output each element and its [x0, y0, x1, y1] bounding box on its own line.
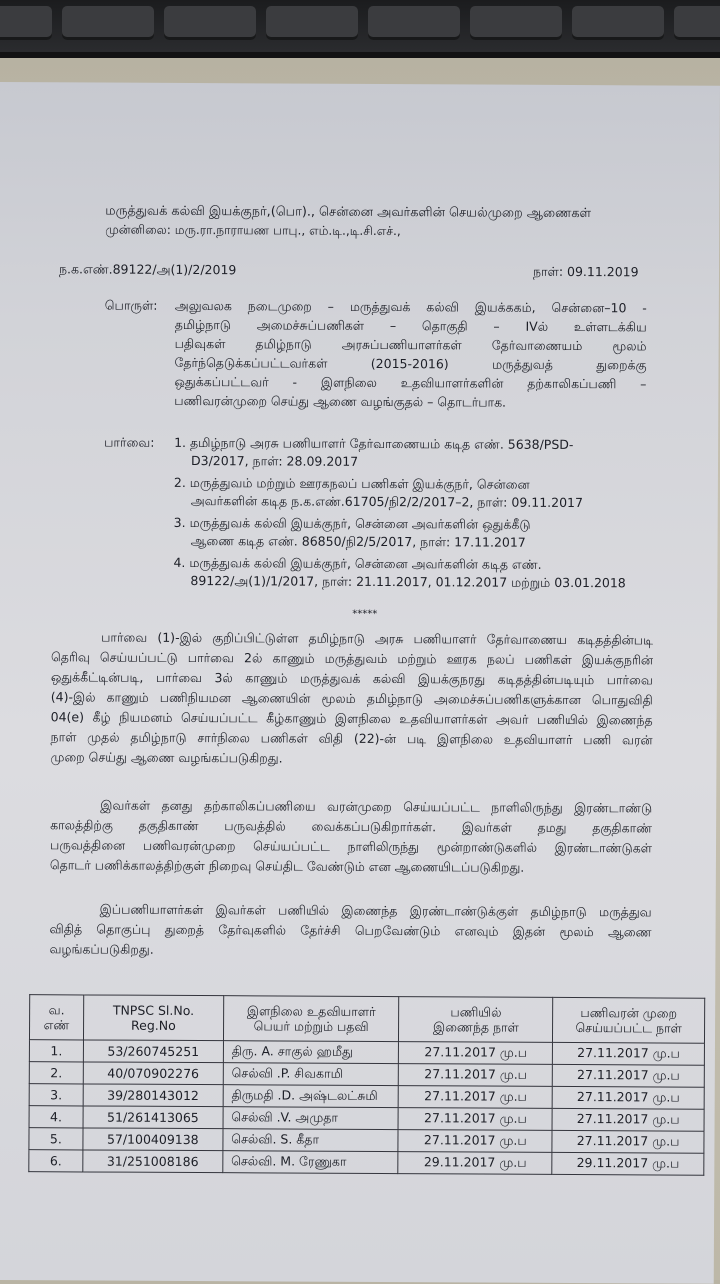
- column-header-reg-no: TNPSC Sl.No. Reg.No: [83, 995, 223, 1041]
- reference-item-1: 1. தமிழ்நாடு அரசு பணியாளர் தேர்வாணையம் கடித எண். 5638/PSD-: [174, 434, 574, 453]
- paragraph-line: (4)-இல் காணும் பணிநியமன ஆணையின் மூலம் தமிழ்நாடு அமைச்சுப்பணிகளுக்கான பொதுவிதி: [50, 689, 653, 708]
- name-cell: செல்வி .V. அமுதா: [223, 1107, 399, 1130]
- section-separator: *****: [352, 608, 378, 620]
- table-row: [29, 1150, 704, 1176]
- paragraph-line: பார்வை (1)-இல் குறிப்பிட்டுள்ள தமிழ்நாடு அரசு பணியாளர் தேர்வாணைய கடிதத்தின்படி: [101, 629, 654, 648]
- keyboard-background: [0, 0, 720, 58]
- paragraph-line: விதித் தொகுப்பு துறைத் தேர்வுகளில் தேர்ச்சி பெறவேண்டும் எனவும் இதன் மூலம் ஆணை: [49, 921, 652, 940]
- reference-item-3-cont: ஆணை கடித எண். 86850/நி2/5/2017, நாள்: 17.11.2017: [190, 533, 526, 550]
- reference-number: ந.க.எண்.89122/அ(1)/2/2019: [58, 261, 237, 278]
- regularisation-date-cell: 27.11.2017 மு.ப: [552, 1130, 704, 1153]
- serial-cell: 6.: [29, 1150, 83, 1172]
- paragraph-line: இவர்கள் தனது தற்காலிகப்பணியை வரன்முறை செய்யப்பட்ட நாளிலிருந்து இரண்டாண்டு: [100, 797, 653, 816]
- regularisation-date-cell: 27.11.2017 மு.ப: [552, 1108, 704, 1131]
- serial-cell: 2.: [29, 1062, 83, 1084]
- serial-cell: 4.: [29, 1106, 83, 1128]
- document-page: [0, 82, 720, 1284]
- keyboard-key: [0, 6, 52, 40]
- paragraph-line: ஒதுக்கீட்டின்படி, பார்வை 3ல் காணும் மருத்துவக் கல்வி இயக்குநரது கடிதத்தின்படியும் பார்வை: [50, 669, 653, 688]
- keyboard-key: [368, 6, 460, 40]
- reference-item-4: 4. மருத்துவக் கல்வி இயக்குநர், சென்னை அவர்களின் கடித எண்.: [173, 554, 542, 572]
- reg-no-cell: 57/100409138: [83, 1128, 223, 1151]
- paragraph-line: பருவத்தினை பணிவரன்முறை செய்யப்பட்ட நாளிலிருந்து மூன்றாண்டுகளில் இரண்டாண்டுகள்: [49, 837, 653, 856]
- column-header-joining-date: பணியில் இணைந்த நாள்: [399, 997, 553, 1043]
- name-cell: செல்வி .P. சிவகாமி: [223, 1063, 399, 1086]
- subject-line: அலுவலக நடைமுறை – மருத்துவக் கல்வி இயக்ககம், சென்னை–10 -: [174, 297, 647, 316]
- joining-date-cell: 29.11.2017 மு.ப: [398, 1152, 552, 1175]
- joining-date-cell: 27.11.2017 மு.ப: [398, 1130, 552, 1153]
- paragraph-line: நாள் முதல் தமிழ்நாடு சார்நிலை பணிகள் விதி (22)-ன் படி இளநிலை உதவியாளர் பணி வரன்: [50, 729, 653, 748]
- column-header-name: இளநிலை உதவியாளர் பெயர் மற்றும் பதவி: [223, 996, 399, 1042]
- paragraph-line: 04(e) கீழ் நியமனம் செய்யப்பட்ட கீழ்காணும் இளநிலை உதவியாளர்கள் அவர் பணியில் இணைந்த: [50, 709, 653, 728]
- reg-no-cell: 53/260745251: [83, 1040, 223, 1063]
- reg-no-cell: 51/261413065: [83, 1106, 223, 1129]
- keyboard-key: [572, 6, 664, 40]
- paragraph-line: காலத்திற்கு தகுதிகாண் பருவத்தில் வைக்கப்படுகிறார்கள். இவர்கள் தமது தகுதிகாண்: [50, 817, 653, 836]
- order-date: நாள்: 09.11.2019: [532, 263, 639, 280]
- header-line-1: மருத்துவக் கல்வி இயக்குநர்,(பொ)., சென்னை அவர்களின் செயல்முறை ஆணைகள்: [105, 203, 592, 222]
- subject-line: பதிவுகள் தமிழ்நாடு அரசுப்பணியாளர்கள் தேர்வாணையம் மூலம்: [174, 335, 647, 354]
- keyboard-key: [266, 6, 358, 40]
- subject-line: தமிழ்நாடு அமைச்சுப்பணிகள் – தொகுதி – IVல் உள்ளடக்கிய: [174, 316, 647, 335]
- serial-cell: 1.: [29, 1040, 83, 1062]
- name-cell: செல்வி. M. ரேணுகா: [223, 1151, 399, 1174]
- reg-no-cell: 40/070902276: [83, 1062, 223, 1085]
- header-line-2: முன்னிலை: மரு.ரா.நாராயண பாபு., எம்.டி.,டி.சி.எச்.,: [105, 222, 401, 239]
- keyboard-key: [164, 6, 256, 40]
- joining-date-cell: 27.11.2017 மு.ப: [398, 1108, 552, 1131]
- staff-table: [28, 994, 705, 1176]
- joining-date-cell: 27.11.2017 மு.ப: [399, 1064, 553, 1087]
- regularisation-date-cell: 27.11.2017 மு.ப: [553, 1042, 705, 1065]
- regularisation-date-cell: 29.11.2017 மு.ப: [552, 1152, 704, 1175]
- reg-no-cell: 31/251008186: [83, 1150, 223, 1173]
- reference-item-2-cont: அவர்களின் கடித ந.க.எண்.61705/நி2/2/2017–2, நாள்: 09.11.2017: [190, 493, 584, 511]
- column-header-serial: வ. எண்: [29, 995, 83, 1040]
- keyboard-key: [470, 6, 562, 40]
- serial-cell: 5.: [29, 1128, 83, 1150]
- serial-cell: 3.: [29, 1084, 83, 1106]
- subject-line: தேர்ந்தெடுக்கப்பட்டவர்கள் (2015-2016) மருத்துவத் துறைக்கு: [174, 354, 647, 373]
- keyboard-key: [674, 6, 720, 40]
- paragraph-line: முறை செய்து ஆணை வழங்கப்படுகிறது.: [50, 749, 283, 766]
- reference-item-2: 2. மருத்துவம் மற்றும் ஊரகநலப் பணிகள் இயக்குநர், சென்னை: [173, 474, 530, 492]
- joining-date-cell: 27.11.2017 மு.ப: [399, 1042, 553, 1065]
- paragraph-line: தெரிவு செய்யப்பட்டு பார்வை 2ல் காணும் மருத்துவம் மற்றும் ஊரக நலப் பணிகள் இயக்குநரின்: [50, 649, 654, 668]
- reference-item-4-cont: 89122/அ(1)/1/2017, நாள்: 21.11.2017, 01.12.2017 மற்றும் 03.01.2018: [190, 573, 626, 591]
- regularisation-date-cell: 27.11.2017 மு.ப: [552, 1064, 704, 1087]
- table-header-row: [29, 995, 704, 1044]
- reg-no-cell: 39/280143012: [83, 1084, 223, 1107]
- references-label: பார்வை:: [104, 434, 155, 450]
- name-cell: திரு. A. சாகுல் ஹமீது: [223, 1041, 399, 1064]
- name-cell: செல்வி. S. கீதா: [223, 1129, 399, 1152]
- reference-item-1-cont: D3/2017, நாள்: 28.09.2017: [190, 453, 359, 469]
- column-header-regularisation-date: பணிவரன் முறை செய்யப்பட்ட நாள்: [553, 997, 705, 1043]
- keyboard-key: [62, 6, 154, 40]
- paragraph-line: தொடர் பணிக்காலத்திற்குள் நிறைவு செய்திட வேண்டும் என ஆணையிடப்படுகிறது.: [49, 857, 525, 875]
- subject-line: பணிவரன்முறை செய்து ஆணை வழங்குதல் – தொடர்பாக.: [174, 392, 507, 410]
- paragraph-line: வழங்கப்படுகிறது.: [49, 941, 154, 957]
- regularisation-date-cell: 27.11.2017 மு.ப: [552, 1086, 704, 1109]
- reference-item-3: 3. மருத்துவக் கல்வி இயக்குநர், சென்னை அவர்களின் ஒதுக்கீடு: [173, 514, 531, 532]
- subject-label: பொருள்:: [104, 297, 158, 313]
- paragraph-line: இப்பணியாளர்கள் இவர்கள் பணியில் இணைந்த இரண்டாண்டுக்குள் தமிழ்நாடு மருத்துவ: [99, 901, 652, 920]
- name-cell: திருமதி .D. அஷ்டலட்சுமி: [223, 1085, 399, 1108]
- joining-date-cell: 27.11.2017 மு.ப: [399, 1086, 553, 1109]
- subject-line: ஒதுக்கப்பட்டவர் - இளநிலை உதவியாளர்களின் தற்காலிகப்பணி –: [174, 373, 647, 392]
